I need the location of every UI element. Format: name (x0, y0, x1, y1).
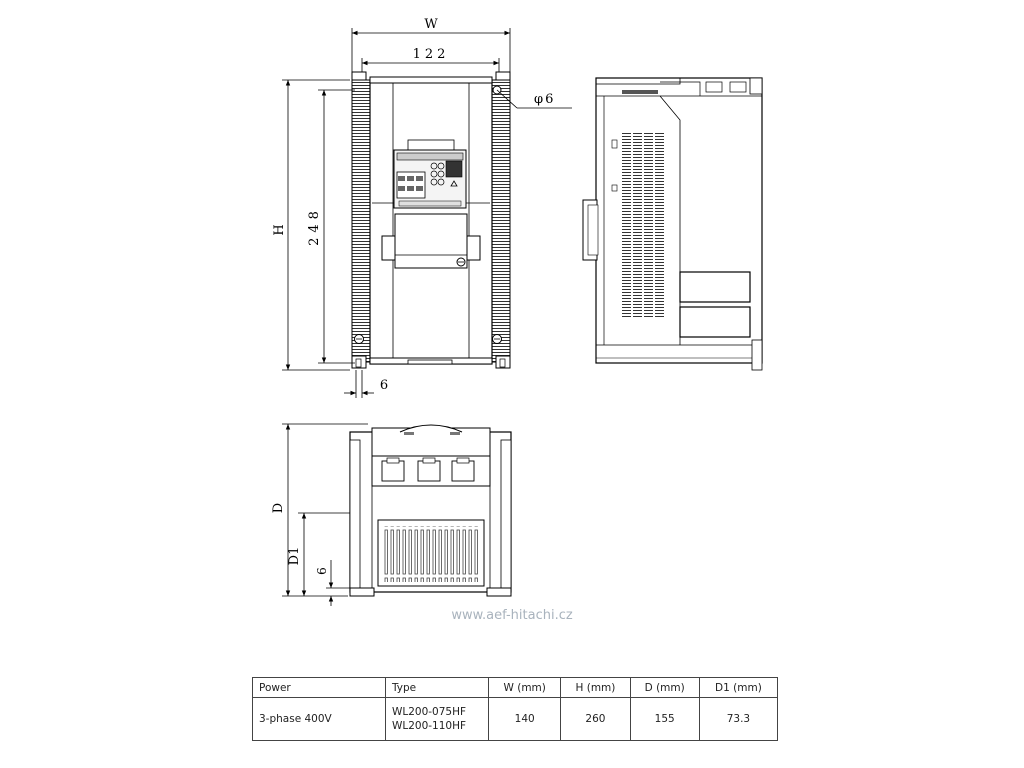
table-row (253, 698, 778, 741)
cell-width: 140 (489, 698, 561, 741)
foot-offset-label: 6 (379, 378, 389, 393)
hole-pitch-height-label: 248 (307, 206, 322, 246)
width-label: W (424, 17, 438, 32)
header-depth1: D1 (mm) (699, 678, 777, 698)
type-model-2: WL200-110HF (392, 720, 467, 732)
watermark-text: www.aef-hitachi.cz (451, 608, 573, 623)
header-height: H (mm) (561, 678, 630, 698)
base-offset-label: 6 (315, 567, 329, 575)
hole-pitch-width-label: 122 (412, 47, 450, 62)
side-view (583, 78, 762, 370)
depth1-label: D1 (287, 546, 302, 566)
cell-depth: 155 (630, 698, 699, 741)
cell-type (386, 698, 489, 741)
header-depth: D (mm) (630, 678, 699, 698)
height-label: H (272, 224, 287, 236)
depth-label: D (271, 502, 286, 514)
front-view (272, 17, 572, 398)
bottom-view (271, 424, 511, 606)
type-model-1: WL200-075HF (392, 706, 467, 718)
header-width: W (mm) (489, 678, 561, 698)
cell-depth1: 73.3 (699, 698, 777, 741)
header-power: Power (253, 678, 386, 698)
cell-height: 260 (561, 698, 630, 741)
cell-power: 3-phase 400V (253, 698, 386, 741)
table-header-row (253, 678, 778, 698)
hole-diameter-label: φ6 (534, 92, 556, 107)
spec-table (252, 677, 778, 741)
header-type: Type (386, 678, 489, 698)
